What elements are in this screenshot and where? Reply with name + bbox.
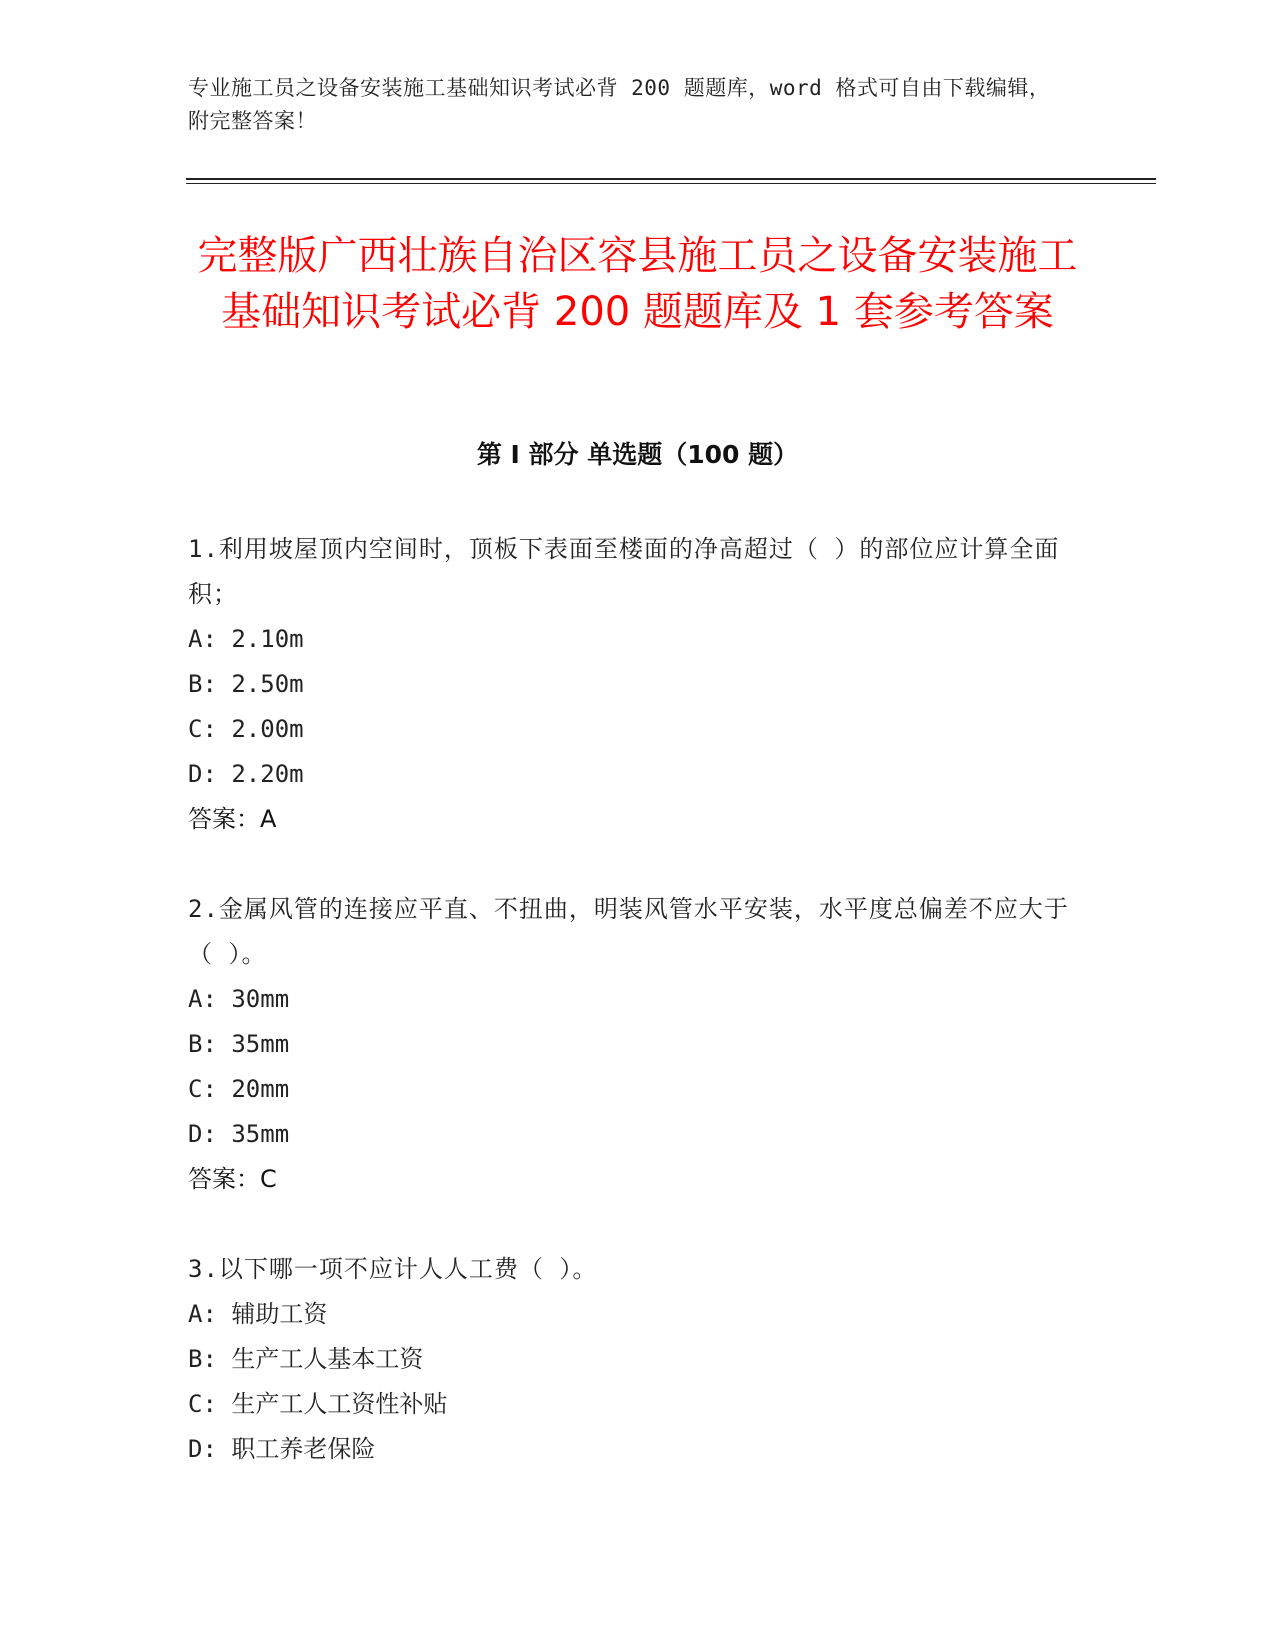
- answer-line: 答案：A: [188, 805, 277, 833]
- option-c: C: 生产工人工资性补贴: [188, 1390, 448, 1418]
- option-b: B: 35mm: [188, 1030, 290, 1058]
- header-divider: [186, 178, 1156, 180]
- answer-line: 答案：C: [188, 1165, 277, 1193]
- option-a: A: 辅助工资: [188, 1300, 328, 1328]
- option-d: D: 职工养老保险: [188, 1435, 376, 1463]
- question-stem: 3.以下哪一项不应计人人工费（ ）。: [188, 1255, 598, 1283]
- header-divider-thin: [186, 183, 1156, 184]
- option-d: D: 35mm: [188, 1120, 290, 1148]
- option-a: A: 30mm: [188, 985, 290, 1013]
- option-d: D: 2.20m: [188, 760, 304, 788]
- option-b: B: 2.50m: [188, 670, 304, 698]
- question-stem: 1.利用坡屋顶内空间时，顶板下表面至楼面的净高超过（ ）的部位应计算全面积；: [188, 535, 1060, 608]
- question-item: [188, 1247, 1088, 1472]
- option-c: C: 2.00m: [188, 715, 304, 743]
- header-note: 专业施工员之设备安装施工基础知识考试必背 200 题题库，word 格式可自由下载编辑，附完整答案！: [188, 76, 1051, 133]
- question-item: [188, 527, 1088, 842]
- document-title: 完整版广西壮族自治区容县施工员之设备安装施工基础知识考试必背 200 题题库及 1 套参考答案: [197, 233, 1078, 335]
- option-c: C: 20mm: [188, 1075, 290, 1103]
- option-b: B: 生产工人基本工资: [188, 1345, 424, 1373]
- question-list: [188, 527, 1088, 1517]
- section-title: 第 I 部分 单选题（100 题）: [476, 440, 799, 469]
- option-a: A: 2.10m: [188, 625, 304, 653]
- question-stem: 2.金属风管的连接应平直、不扭曲，明装风管水平安装，水平度总偏差不应大于（ ）。: [188, 895, 1069, 968]
- question-item: [188, 887, 1088, 1202]
